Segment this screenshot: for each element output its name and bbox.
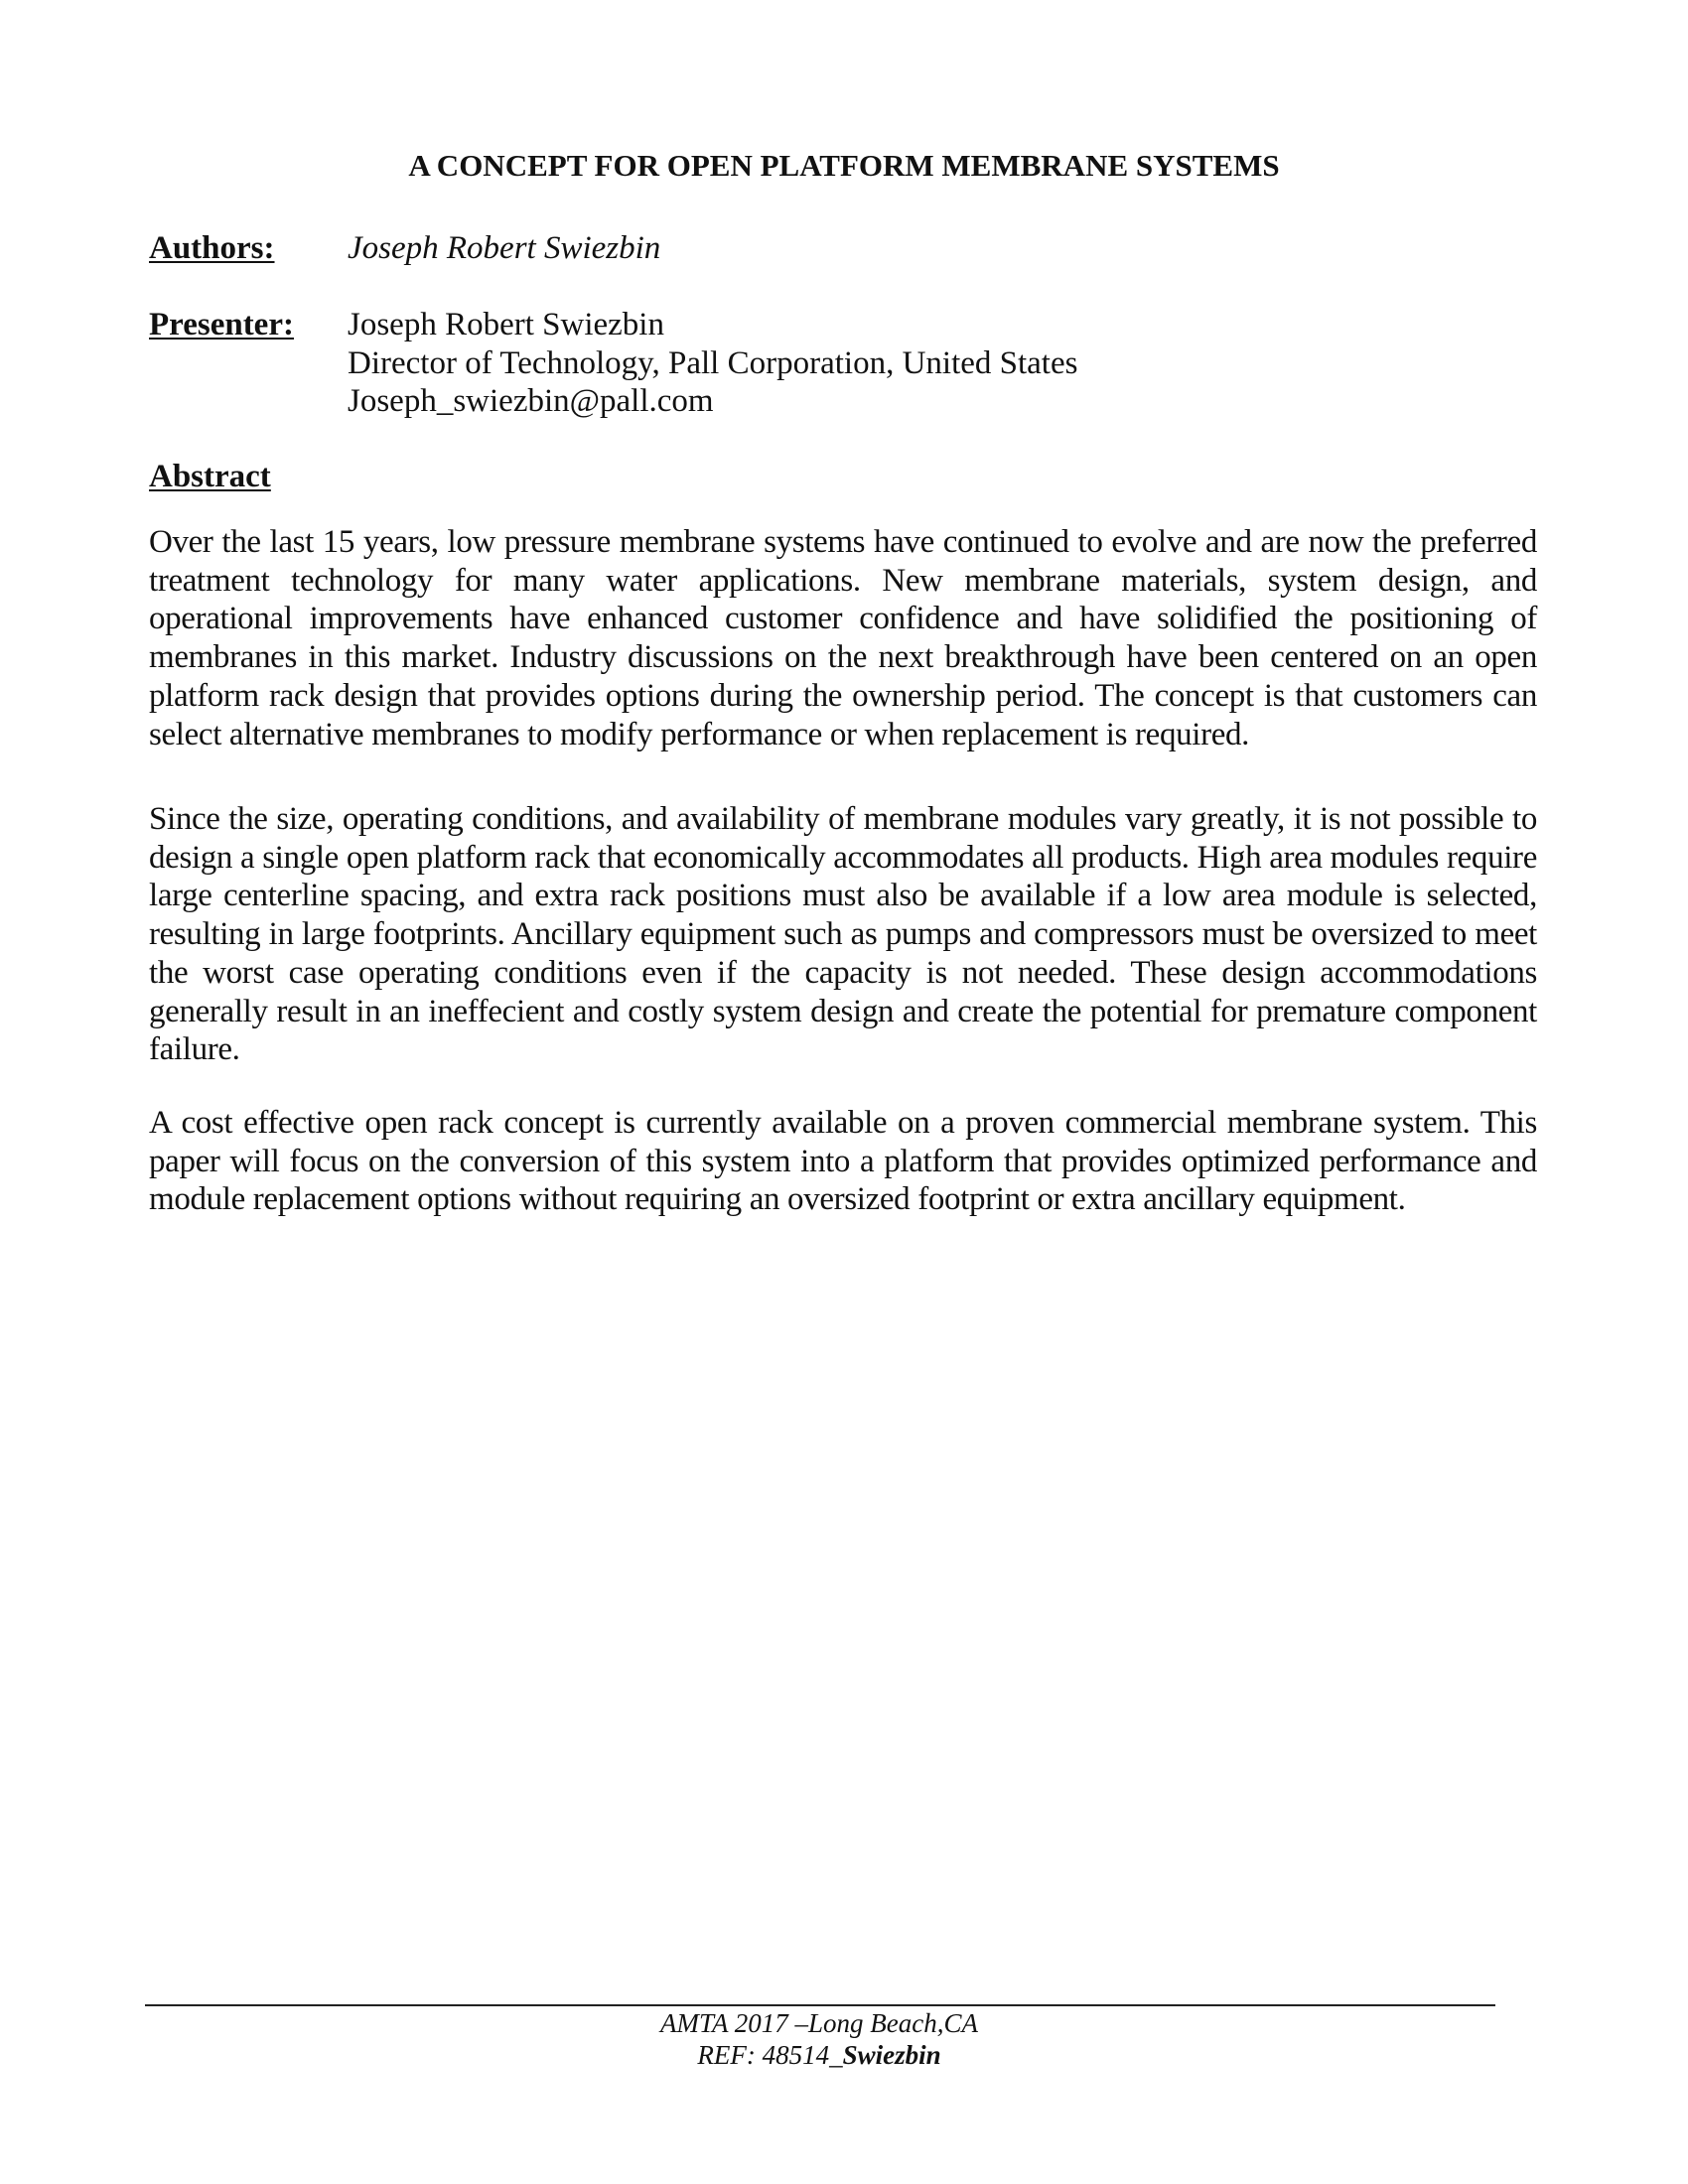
page-footer — [0, 2007, 1638, 2071]
footer-divider — [145, 2004, 1495, 2006]
presenter-label: Presenter: — [149, 307, 294, 342]
footer-ref-name: Swiezbin — [842, 2040, 941, 2070]
authors-value: Joseph Robert Swiezbin — [348, 230, 661, 266]
presenter-details — [348, 306, 1077, 421]
footer-reference — [0, 2039, 1638, 2071]
abstract-heading: Abstract — [149, 459, 271, 494]
abstract-paragraph-1: Over the last 15 years, low pressure membrane systems have continued to evolve and are now the preferred treatment technology for many water applications. New membrane materials, system design, and operational improvements have enhanced customer confidence and have solidified the positioning of membranes in this market. Industry discussions on the next breakthrough have been centered on an open platform rack design that provides options during the ownership period. The concept is that customers can select alternative membranes to modify performance or when replacement is required. — [149, 524, 1537, 752]
abstract-paragraph-2: Since the size, operating conditions, and availability of membrane modules vary greatly, it is not possible to design a single open platform rack that economically accommodates all products. High area modules require large centerline spacing, and extra rack positions must also be available if a low area module is selected, resulting in large footprints. Ancillary equipment such as pumps and compressors must be oversized to meet the worst case operating conditions even if the capacity is not needed. These design accommodations generally result in an ineffecient and costly system design and create the potential for premature component failure. — [149, 801, 1537, 1068]
presenter-affiliation: Director of Technology, Pall Corporation, United States — [348, 344, 1078, 381]
paper-title: A CONCEPT FOR OPEN PLATFORM MEMBRANE SYSTEMS — [408, 148, 1280, 183]
authors-label: Authors: — [149, 230, 275, 266]
presenter-name: Joseph Robert Swiezbin — [348, 307, 664, 342]
abstract-paragraph-3: A cost effective open rack concept is currently available on a proven commercial membrane system. This paper will focus on the conversion of this system into a platform that provides optimized performance and module replacement options without requiring an oversized footprint or extra ancillary equipment. — [149, 1105, 1537, 1218]
presenter-email: Joseph_swiezbin@pall.com — [348, 383, 714, 420]
footer-conference: AMTA 2017 –Long Beach,CA — [660, 2008, 978, 2038]
footer-ref-prefix: REF: 48514_ — [697, 2040, 843, 2070]
